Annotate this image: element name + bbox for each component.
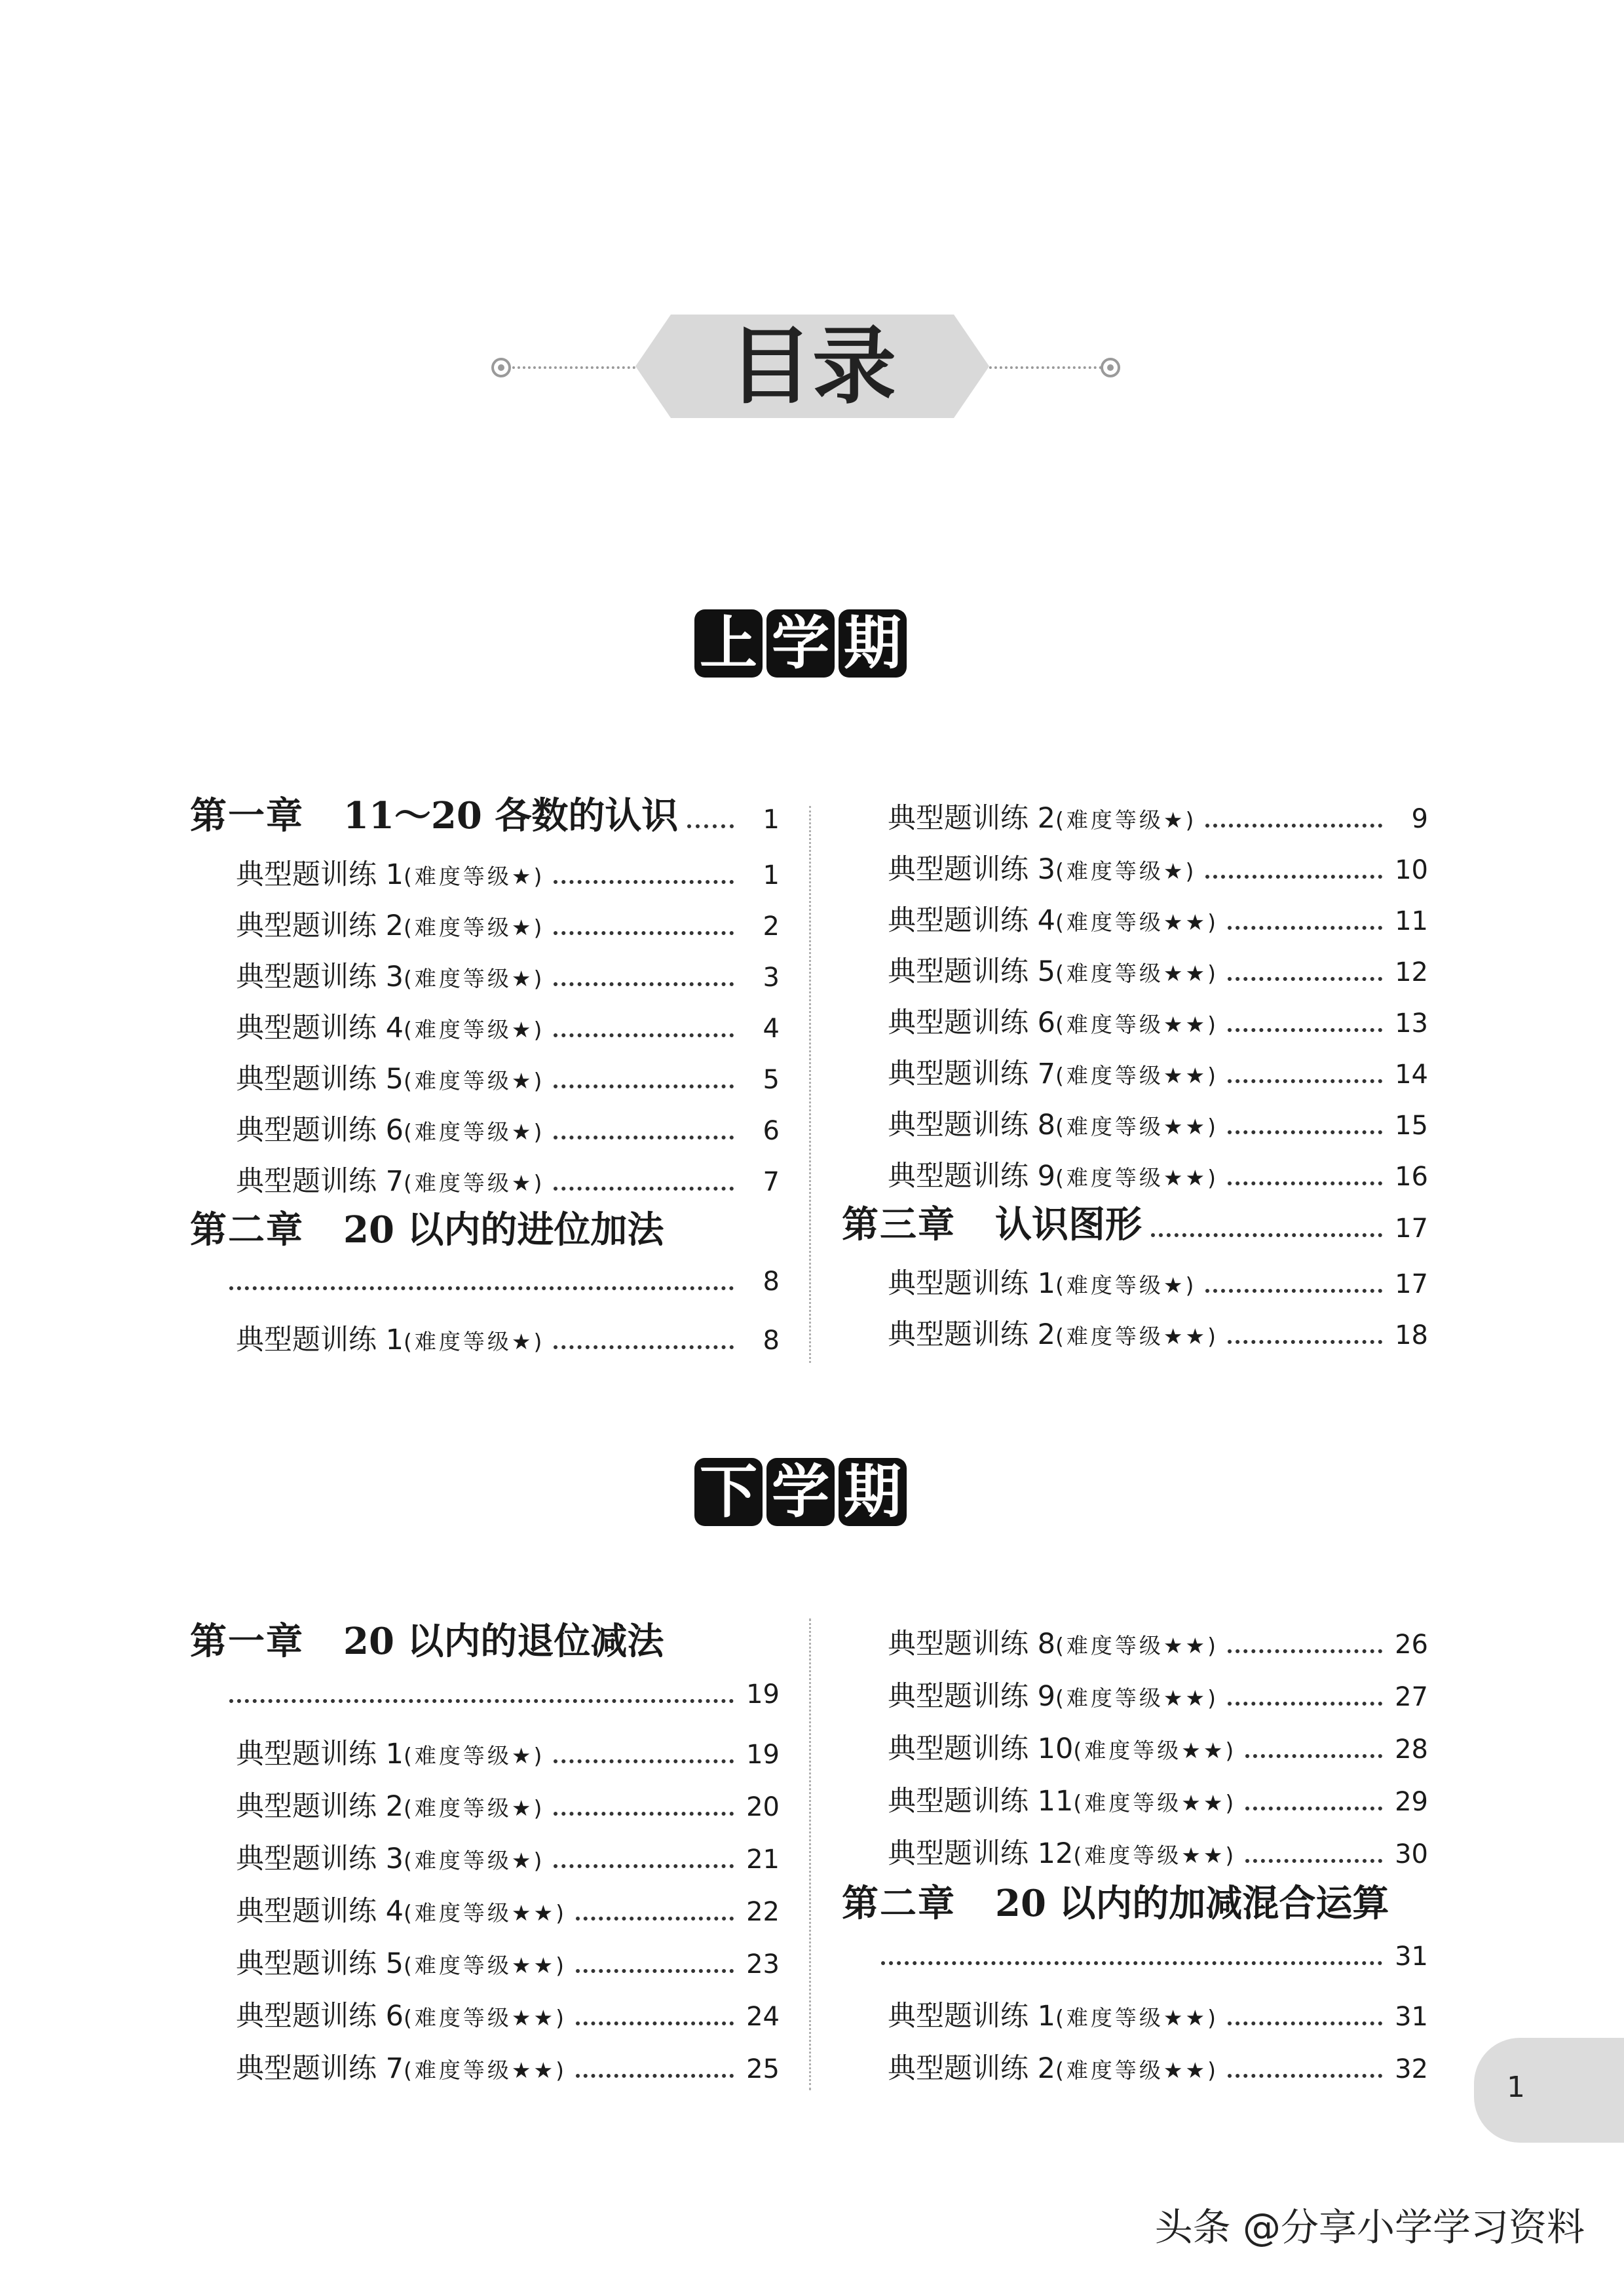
toc-entry-page: 11 [1395,906,1428,936]
toc-entry-label: 典型题训练 10 [888,1732,1074,1765]
toc-entry[interactable] [888,1154,1428,1194]
chapter-number: 第二章 [842,1882,956,1925]
toc-entry-label: 典型题训练 2 [888,802,1056,835]
toc-entry[interactable] [888,1001,1428,1041]
toc-entry-difficulty: (难度等级★) [404,1017,545,1043]
toc-dot-leader [1205,824,1382,828]
toc-entry-difficulty: (难度等级★★) [1055,2005,1218,2031]
chapter-title: 20 以内的加减混合运算 [995,1882,1389,1925]
toc-entry-label: 典型题训练 3 [888,853,1056,886]
toc-entry-difficulty: (难度等级★) [1055,1272,1197,1298]
toc-entry-difficulty: (难度等级★) [404,1068,545,1094]
page-number: 1 [1507,2071,1525,2104]
toc-entry[interactable] [888,796,1428,836]
toc-entry-label: 典型题训练 1 [236,858,404,891]
toc-entry-page: 13 [1395,1008,1428,1039]
toc-dot-leader [554,1187,734,1191]
toc-entry[interactable] [236,1006,780,1046]
toc-entry-difficulty: (难度等级★★) [1055,1633,1218,1658]
chapter-page: 8 [763,1267,780,1297]
toc-entry-label: 典型题训练 5 [236,1947,404,1980]
toc-dot-leader [1228,1649,1382,1653]
toc-dot-leader [554,1759,734,1763]
toc-entry-page: 15 [1395,1111,1428,1141]
toc-dot-leader [554,1084,734,1088]
toc-entry-label: 典型题训练 7 [236,2052,404,2085]
toc-dot-leader [554,1033,734,1037]
semester-badge-second [694,1458,907,1526]
toc-entry-difficulty: (难度等级★★) [404,1900,567,1926]
toc-dot-leader [229,1286,734,1290]
toc-dot-leader [1205,875,1382,879]
toc-dot-leader [1228,1702,1382,1706]
toc-entry[interactable] [888,2046,1428,2086]
toc-entry[interactable] [888,1052,1428,1092]
toc-entry-label: 典型题训练 11 [888,1785,1074,1818]
toc-entry[interactable] [236,1159,780,1199]
semester-badge-char: 学 [766,609,835,678]
toc-entry-page: 16 [1395,1162,1428,1192]
toc-entry[interactable] [888,1622,1428,1662]
toc-dot-leader [1228,926,1382,930]
toc-entry[interactable] [888,1312,1428,1352]
toc-entry-page: 19 [746,1740,780,1770]
toc-entry-page: 31 [1395,2002,1428,2032]
toc-entry-label: 典型题训练 4 [888,904,1056,937]
toc-dot-leader [576,2074,734,2078]
toc-entry-page: 22 [746,1897,780,1927]
toc-entry-page: 27 [1395,1682,1428,1712]
toc-dot-leader [554,1345,734,1349]
chapter-number: 第二章 [190,1208,304,1252]
title-bullet-right-icon [1101,358,1120,377]
toc-entry[interactable] [888,1103,1428,1143]
toc-entry-difficulty: (难度等级★) [404,1119,545,1145]
semester-badge-char: 下 [694,1458,763,1526]
page-title: 目录 [728,317,896,415]
toc-entry[interactable] [236,1057,780,1097]
toc-entry-page: 12 [1395,957,1428,987]
semester-badge-char: 上 [694,609,763,678]
toc-entry-difficulty: (难度等级★★) [404,1953,567,1978]
chapter-heading[interactable] [190,1201,780,1253]
toc-entry-difficulty: (难度等级★★) [1073,1790,1237,1816]
semester-badge-char: 学 [766,1458,835,1526]
toc-entry-label: 典型题训练 1 [236,1324,404,1356]
chapter-title: 认识图形 [995,1203,1142,1246]
toc-entry-difficulty: (难度等级★★) [1055,1685,1218,1711]
toc-dot-leader [1245,1754,1382,1758]
toc-dot-leader [576,2021,734,2025]
toc-entry-label: 典型题训练 9 [888,1160,1056,1193]
toc-dot-leader [554,931,734,935]
toc-dot-leader [554,1136,734,1139]
toc-entry-page: 3 [763,963,780,993]
chapter-heading[interactable] [190,787,780,839]
toc-entry-label: 典型题训练 7 [236,1165,404,1198]
toc-entry[interactable] [236,904,780,944]
toc-entry-page: 25 [746,2054,780,2084]
toc-entry[interactable] [888,1674,1428,1714]
chapter-title: 20 以内的进位加法 [343,1208,664,1252]
toc-dot-leader [1228,1181,1382,1185]
toc-dot-leader [1151,1233,1382,1237]
toc-entry-difficulty: (难度等级★★) [1055,1114,1218,1139]
toc-dot-leader [881,1961,1382,1965]
toc-entry[interactable] [236,1942,780,1981]
chapter-heading[interactable] [190,1613,780,1665]
toc-entry-page: 29 [1395,1787,1428,1817]
toc-entry-label: 典型题训练 1 [888,1267,1056,1300]
chapter-page: 31 [1395,1942,1428,1972]
toc-entry-page: 6 [763,1116,780,1146]
toc-entry-page: 10 [1395,855,1428,885]
toc-entry-label: 典型题训练 2 [888,2052,1056,2085]
toc-entry-difficulty: (难度等级★★) [1073,1843,1237,1868]
toc-entry-page: 5 [763,1065,780,1095]
toc-entry-difficulty: (难度等级★) [404,1170,545,1196]
chapter-number: 第一章 [190,794,304,837]
chapter-page-line [881,1942,1428,1972]
toc-entry[interactable] [888,1727,1428,1767]
toc-entry-label: 典型题训练 4 [236,1012,404,1044]
toc-dot-leader [1205,1289,1382,1293]
toc-entry-page: 32 [1395,2054,1428,2084]
chapter-heading[interactable] [842,1196,1428,1248]
toc-entry-difficulty: (难度等级★) [404,1795,545,1821]
toc-entry-difficulty: (难度等级★★) [1073,1738,1237,1763]
toc-entry-page: 21 [746,1845,780,1875]
toc-entry-label: 典型题训练 6 [236,2000,404,2033]
toc-entry-page: 1 [763,860,780,890]
title-bullet-left-icon [491,358,511,377]
toc-entry-page: 20 [746,1792,780,1822]
chapter-number: 第三章 [842,1203,956,1246]
chapter-title: 11～20 各数的认识 [343,794,679,837]
toc-entry-page: 28 [1395,1734,1428,1765]
toc-entry[interactable] [888,1994,1428,2034]
toc-dot-leader [576,1917,734,1921]
column-divider-second [809,1618,811,2090]
toc-entry-page: 18 [1395,1320,1428,1350]
toc-entry[interactable] [888,949,1428,989]
toc-entry-label: 典型题训练 1 [236,1738,404,1770]
toc-dot-leader [554,880,734,884]
toc-entry[interactable] [236,1784,780,1824]
toc-dot-leader [1228,1079,1382,1083]
chapter-page: 19 [746,1679,780,1710]
toc-entry-page: 7 [763,1167,780,1197]
toc-dot-leader [1228,1340,1382,1344]
toc-entry-difficulty: (难度等级★★) [404,2005,567,2031]
toc-dot-leader [576,1969,734,1973]
toc-dot-leader [1228,1130,1382,1134]
toc-entry-label: 典型题训练 2 [888,1318,1056,1351]
toc-entry[interactable] [888,1261,1428,1301]
toc-entry-difficulty: (难度等级★★) [404,2057,567,2083]
toc-entry-page: 9 [1411,804,1428,834]
toc-entry-difficulty: (难度等级★) [404,1329,545,1354]
toc-entry-label: 典型题训练 8 [888,1109,1056,1141]
toc-entry[interactable] [236,2046,780,2086]
toc-entry-difficulty: (难度等级★★) [1055,909,1218,935]
toc-entry-difficulty: (难度等级★) [404,864,545,889]
chapter-number: 第一章 [190,1620,304,1663]
toc-entry-page: 2 [763,911,780,942]
toc-entry[interactable] [236,1837,780,1877]
toc-entry-label: 典型题训练 9 [888,1680,1056,1713]
toc-entry-page: 23 [746,1949,780,1980]
toc-entry-label: 典型题训练 6 [888,1006,1056,1039]
toc-dot-leader [1228,1028,1382,1032]
toc-entry[interactable] [236,1732,780,1772]
toc-entry-page: 17 [1395,1269,1428,1299]
toc-dot-leader [554,1864,734,1868]
toc-entry-label: 典型题训练 4 [236,1895,404,1928]
toc-dot-leader [1245,1807,1382,1810]
toc-dot-leader [687,824,734,828]
toc-dot-leader [554,982,734,986]
toc-entry-page: 26 [1395,1630,1428,1660]
toc-entry-difficulty: (难度等级★) [1055,807,1197,833]
toc-entry-label: 典型题训练 5 [236,1063,404,1096]
semester-badge-first [694,609,907,678]
toc-entry-page: 8 [763,1326,780,1356]
toc-entry[interactable] [236,955,780,995]
toc-entry[interactable] [236,1318,780,1358]
chapter-heading[interactable] [842,1875,1428,1927]
toc-entry-difficulty: (难度等级★★) [1055,2057,1218,2083]
toc-entry-difficulty: (难度等级★) [404,1848,545,1873]
toc-dot-leader [1228,2074,1382,2078]
toc-dot-leader [1245,1859,1382,1863]
toc-entry[interactable] [888,898,1428,938]
toc-entry-page: 30 [1395,1839,1428,1869]
toc-entry-difficulty: (难度等级★) [404,966,545,991]
toc-entry[interactable] [888,847,1428,887]
toc-dot-leader [1228,977,1382,981]
toc-dot-leader [1228,2021,1382,2025]
toc-dot-leader [554,1812,734,1816]
toc-entry-difficulty: (难度等级★★) [1055,1063,1218,1088]
chapter-title: 20 以内的退位减法 [343,1620,664,1663]
toc-entry-difficulty: (难度等级★★) [1055,1165,1218,1191]
toc-entry-label: 典型题训练 7 [888,1058,1056,1090]
chapter-page: 17 [1395,1214,1428,1244]
toc-entry-difficulty: (难度等级★) [1055,858,1197,884]
toc-entry-difficulty: (难度等级★) [404,915,545,940]
toc-entry-difficulty: (难度等级★) [404,1743,545,1769]
semester-badge-char: 期 [839,1458,907,1526]
toc-entry-label: 典型题训练 2 [236,909,404,942]
toc-entry[interactable] [236,1994,780,2034]
watermark: 头条 @分享小学学习资料 [1154,2205,1585,2249]
toc-entry-label: 典型题训练 8 [888,1628,1056,1660]
toc-entry-page: 14 [1395,1060,1428,1090]
page-number-tab [1474,2038,1624,2143]
chapter-page: 1 [763,805,780,835]
toc-dot-leader [229,1699,734,1703]
toc-entry-page: 24 [746,2002,780,2032]
toc-entry-label: 典型题训练 1 [888,2000,1056,2033]
toc-entry[interactable] [888,1779,1428,1819]
toc-entry-label: 典型题训练 3 [236,961,404,993]
semester-badge-char: 期 [839,609,907,678]
chapter-page-line [229,1679,780,1710]
toc-entry[interactable] [888,1831,1428,1871]
toc-entry-label: 典型题训练 6 [236,1114,404,1147]
toc-title-decoration [491,315,1133,419]
toc-entry-label: 典型题训练 12 [888,1837,1074,1870]
toc-entry[interactable] [236,852,780,892]
toc-entry-difficulty: (难度等级★★) [1055,961,1218,986]
toc-entry-label: 典型题训练 5 [888,955,1056,988]
toc-entry-difficulty: (难度等级★★) [1055,1324,1218,1349]
toc-entry-label: 典型题训练 3 [236,1843,404,1875]
chapter-page-line [229,1267,780,1297]
toc-entry[interactable] [236,1108,780,1148]
column-divider-first [809,806,811,1363]
toc-entry-difficulty: (难度等级★★) [1055,1012,1218,1037]
toc-entry[interactable] [236,1889,780,1929]
toc-entry-page: 4 [763,1014,780,1044]
toc-entry-label: 典型题训练 2 [236,1790,404,1823]
